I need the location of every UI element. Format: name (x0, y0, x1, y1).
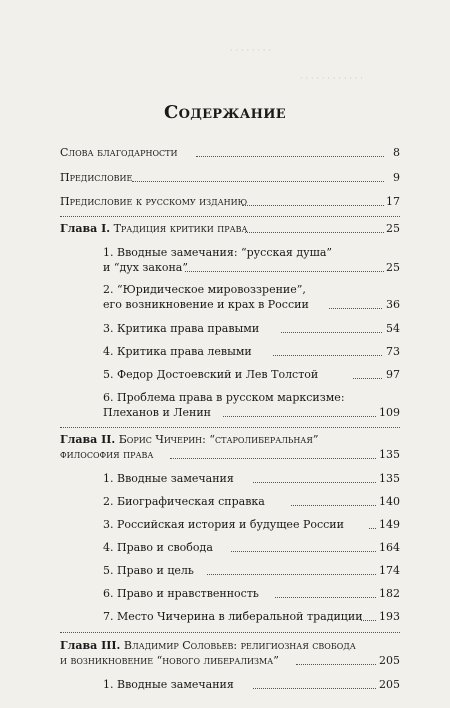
toc-entry[interactable] (103, 298, 400, 311)
toc-entry[interactable] (60, 171, 400, 184)
toc-entry-page: 36 (386, 298, 400, 311)
separator-rule (60, 216, 400, 217)
toc-entry[interactable] (103, 587, 400, 600)
toc-entry-page: 149 (379, 518, 400, 531)
toc-entry-label: 4. Право и свобода (103, 541, 213, 554)
toc-entry-page: 135 (379, 448, 400, 461)
toc-entry-label: 5. Право и цель (103, 564, 194, 577)
toc-entry[interactable] (103, 678, 400, 691)
toc-entry-label: Слова благодарности (60, 146, 178, 159)
toc-entry-page: 8 (393, 146, 400, 159)
dot-leader (207, 574, 376, 575)
toc-entry-page: 9 (393, 171, 400, 184)
toc-entry-page: 140 (379, 495, 400, 508)
toc-entry[interactable] (103, 564, 400, 577)
toc-entry-label: 1. Вводные замечания: “русская душа” (103, 246, 332, 259)
chapter-heading[interactable] (60, 222, 400, 235)
chapter-title-line: Владимир Соловьев: религиозная свобода (123, 639, 356, 652)
page-title: Содержание (163, 102, 286, 123)
toc-entry-label: 3. Российская история и будущее России (103, 518, 344, 531)
chapter-heading[interactable] (60, 639, 400, 652)
toc-entry-label: Плеханов и Ленин (103, 406, 212, 419)
toc-entry[interactable] (103, 345, 400, 358)
chapter-number: Глава II. (60, 433, 116, 446)
dot-leader (291, 505, 376, 506)
toc-entry[interactable] (103, 610, 400, 623)
toc-entry-page: 17 (386, 195, 400, 208)
toc-entry[interactable] (103, 246, 400, 259)
toc-entry-page: 25 (386, 222, 400, 235)
toc-entry-label: 4. Критика права левыми (103, 345, 252, 358)
chapter-heading[interactable] (60, 654, 400, 667)
toc-entry-label: 1. Вводные замечания (103, 678, 234, 691)
toc-entry[interactable] (103, 472, 400, 485)
toc-entry[interactable] (103, 495, 400, 508)
separator-rule (60, 632, 400, 633)
toc-entry-page: 135 (379, 472, 400, 485)
dot-leader (329, 308, 382, 309)
toc-entry-page: 73 (386, 345, 400, 358)
toc-entry-page: 205 (379, 654, 400, 667)
dot-leader (361, 620, 376, 621)
dot-leader (132, 181, 384, 182)
chapter-title (60, 433, 318, 446)
toc-entry[interactable] (103, 368, 400, 381)
dot-leader (245, 232, 384, 233)
toc-entry-label: 3. Критика права правыми (103, 322, 260, 335)
dot-leader (369, 528, 376, 529)
dot-leader (231, 551, 376, 552)
chapter-title (60, 639, 356, 652)
chapter-number: Глава III. (60, 639, 121, 652)
chapter-title (60, 222, 248, 235)
toc-entry-label: его возникновение и крах в России (103, 298, 309, 311)
chapter-number: Глава I. (60, 222, 111, 235)
toc-entry[interactable] (103, 322, 400, 335)
dot-leader (253, 688, 376, 689)
bleed-through-text: · · · · · · · · · · · · (300, 74, 364, 83)
toc-entry-page: 193 (379, 610, 400, 623)
toc-entry[interactable] (103, 518, 400, 531)
toc-entry-page: 205 (379, 678, 400, 691)
toc-entry-label: 7. Место Чичерина в либеральной традиции (103, 610, 363, 623)
bleed-through-text: · · · · · · · · (230, 46, 272, 55)
toc-entry-page: 97 (386, 368, 400, 381)
dot-leader (185, 271, 384, 272)
toc-entry-label: Предисловие (60, 171, 133, 184)
toc-entry[interactable] (103, 391, 400, 404)
toc-entry-page: 25 (386, 261, 400, 274)
toc-entry[interactable] (103, 261, 400, 274)
toc-entry-page: 174 (379, 564, 400, 577)
toc-entry-label: Предисловие к русскому изданию (60, 195, 248, 208)
dot-leader (242, 205, 384, 206)
dot-leader (196, 156, 384, 157)
chapter-title-line: философия права (60, 448, 154, 461)
toc-entry-page: 164 (379, 541, 400, 554)
toc-entry-label: и “дух закона” (103, 261, 188, 274)
dot-leader (296, 664, 376, 665)
toc-entry-label: 2. “Юридическое мировоззрение”, (103, 283, 306, 296)
dot-leader (275, 597, 376, 598)
chapter-heading[interactable] (60, 448, 400, 461)
chapter-title-line: Борис Чичерин: “старолиберальная” (118, 433, 319, 446)
dot-leader (273, 355, 382, 356)
toc-entry-page: 54 (386, 322, 400, 335)
dot-leader (281, 332, 382, 333)
toc-entry[interactable] (103, 541, 400, 554)
toc-entry-label: 5. Федор Достоевский и Лев Толстой (103, 368, 319, 381)
toc-entry-label: 6. Проблема права в русском марксизме: (103, 391, 345, 404)
toc-entry-page: 182 (379, 587, 400, 600)
chapter-title-line: Традиция критики права (113, 222, 248, 235)
dot-leader (253, 482, 376, 483)
chapter-heading[interactable] (60, 433, 400, 446)
separator-rule (60, 427, 400, 428)
toc-entry[interactable] (60, 146, 400, 159)
toc-entry-label: 1. Вводные замечания (103, 472, 234, 485)
dot-leader (353, 378, 382, 379)
dot-leader (223, 416, 376, 417)
toc-entry[interactable] (103, 406, 400, 419)
toc-entry[interactable] (60, 195, 400, 208)
chapter-title-line: и возникновение “нового либерализма” (60, 654, 279, 667)
toc-entry-page: 109 (379, 406, 400, 419)
dot-leader (170, 458, 376, 459)
toc-entry-label: 2. Биографическая справка (103, 495, 265, 508)
toc-entry-label: 6. Право и нравственность (103, 587, 259, 600)
toc-entry[interactable] (103, 283, 400, 296)
